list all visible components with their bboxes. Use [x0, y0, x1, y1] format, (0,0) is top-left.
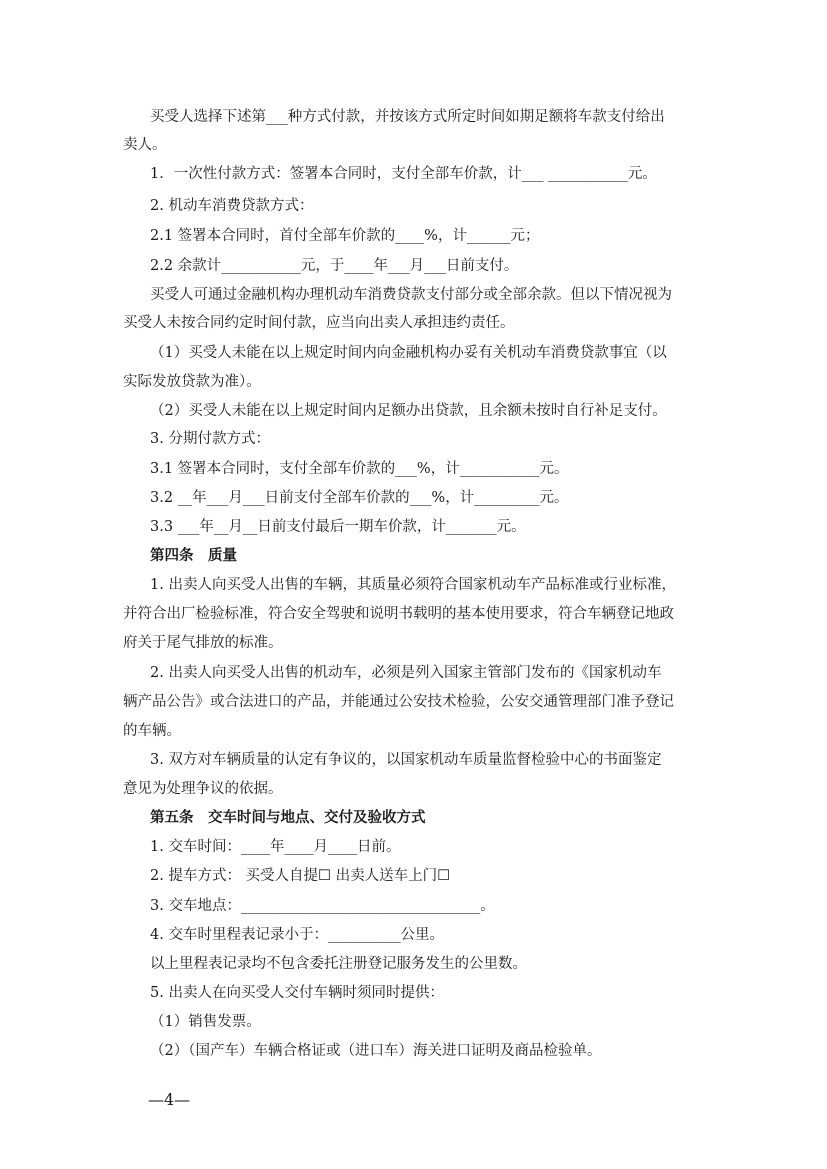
text-line: 2. 出卖人向买受人出售的机动车，必须是列入国家主管部门发布的《国家机动车: [150, 665, 662, 681]
section-heading: 第五条 交车时间与地点、交付及验收方式: [150, 809, 426, 826]
text-line: 的车辆。: [123, 723, 181, 739]
text-line: 并符合出厂检验标准，符合安全驾驶和说明书载明的基本使用要求，符合车辆登记地政: [123, 606, 674, 622]
text-line: 3.3 ___年__月__日前支付最后一期车价款，计_______元。: [150, 519, 526, 535]
text-line: 卖人。: [123, 137, 167, 153]
text-line: 3. 双方对车辆质量的认定有争议的，以国家机动车质量监督检验中心的书面鉴定: [150, 752, 662, 768]
text-line: 买受人选择下述第___种方式付款，并按该方式所定时间如期足额将车款支付给出: [150, 109, 665, 125]
text-line: 3. 交车地点：_________________________________。: [150, 898, 495, 914]
text-line: 3.1 签署本合同时，支付全部车价款的___%，计___________元。: [150, 461, 569, 477]
text-line: 买受人可通过金融机构办理机动车消费贷款支付部分或全部余款。但以下情况视为: [150, 287, 672, 303]
text-line: （2）买受人未能在以上规定时间内足额办出贷款，且余额未按时自行补足支付。: [150, 403, 667, 419]
text-line: 2.2 余款计___________元，于____年___月___日前支付。: [150, 258, 519, 274]
text-line: 买受人未按合同约定时间付款，应当向出卖人承担违约责任。: [123, 315, 515, 331]
text-line: 3.2 __年___月___日前支付全部车价款的___%，计_________元。: [150, 490, 569, 506]
text-line: 辆产品公告》或合法进口的产品，并能通过公安技术检验，公安交通管理部门准予登记: [123, 694, 674, 710]
text-line: （1）销售发票。: [150, 1014, 261, 1030]
text-line: 4. 交车时里程表记录小于：__________公里。: [150, 927, 444, 943]
text-line: 2. 提车方式： 买受人自提☐ 出卖人送车上门☐: [150, 868, 451, 884]
section-heading: 第四条 质量: [150, 547, 237, 564]
text-line: 实际发放贷款为准）。: [123, 374, 261, 390]
text-line: （1）买受人未能在以上规定时间内向金融机构办妥有关机动车消费贷款事宜（以: [150, 345, 667, 361]
text-line: 3. 分期付款方式：: [150, 431, 270, 447]
text-line: 2. 机动车消费贷款方式：: [150, 198, 314, 214]
text-line: 府关于尾气排放的标准。: [123, 635, 283, 651]
text-line: 意见为处理争议的依据。: [123, 781, 283, 797]
text-line: 5. 出卖人在向买受人交付车辆时须同时提供：: [150, 985, 444, 1001]
text-line: 1. 交车时间：____年____月____日前。: [150, 839, 401, 855]
text-line: 2.1 签署本合同时，首付全部车价款的____%，计______元；: [150, 228, 540, 244]
text-line: 以上里程表记录均不包含委托注册登记服务发生的公里数。: [150, 956, 527, 972]
text-line: 1. 出卖人向买受人出售的车辆，其质量必须符合国家机动车产品标准或行业标准，: [150, 577, 676, 593]
text-line: （2）（国产车）车辆合格证或（进口车）海关进口证明及商品检验单。: [150, 1043, 602, 1059]
page-number: —4—: [148, 1090, 191, 1109]
text-line: 1．一次性付款方式：签署本合同时，支付全部车价款，计___ ___________元。: [150, 166, 657, 182]
